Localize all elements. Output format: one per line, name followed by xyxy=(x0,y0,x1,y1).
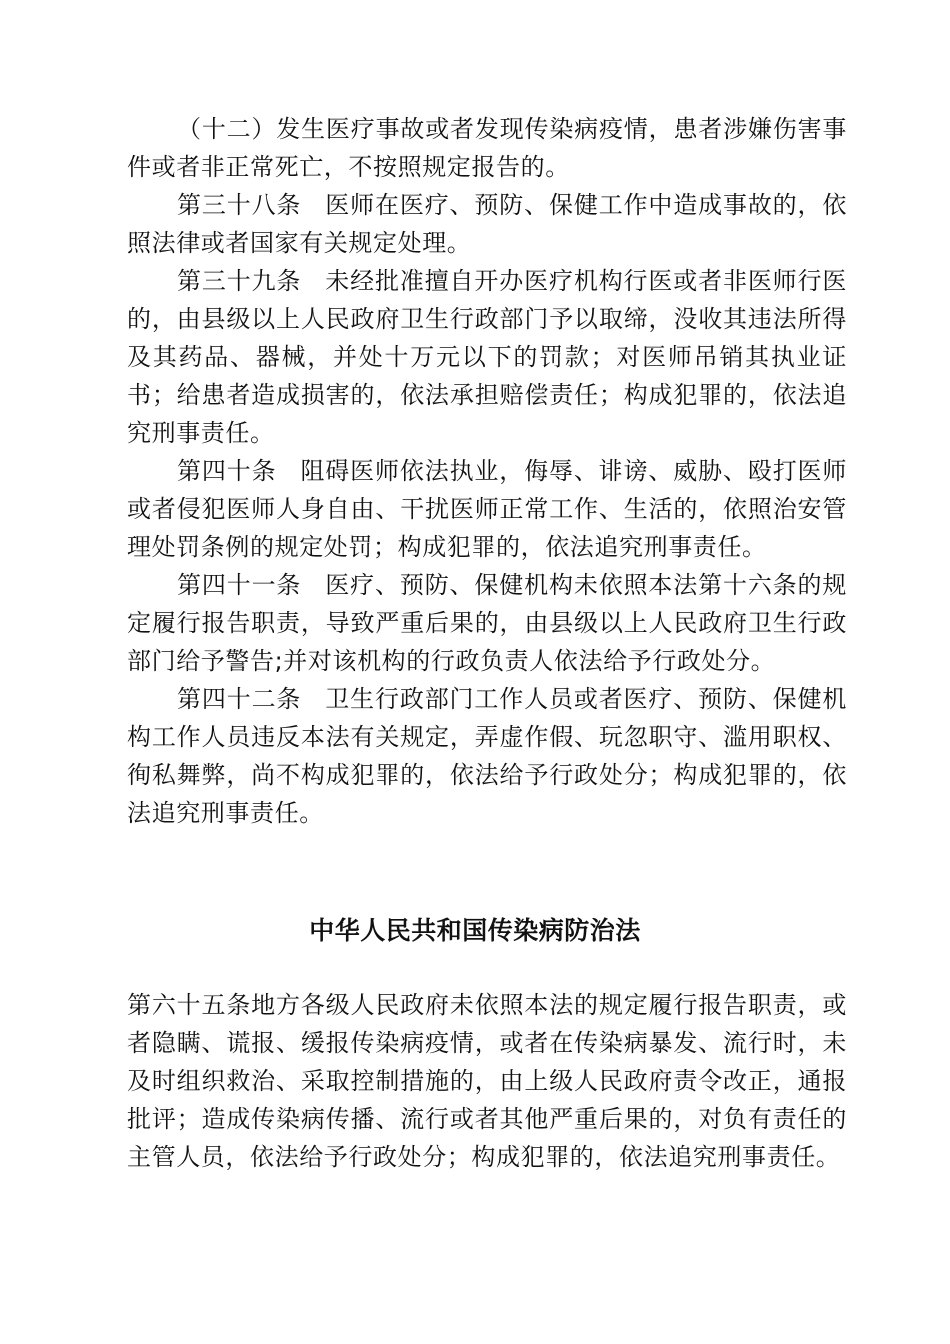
article-39-label: 第三十九条 xyxy=(177,267,302,295)
article-40-text: 阻碍医师依法执业，侮辱、诽谤、威胁、殴打医师或者侵犯医师人身自由、干扰医师正常工作、生活的，依照治安管理处罚条例的规定处罚；构成犯罪的，依法追究刑事责任。 xyxy=(127,457,848,561)
item-twelve-text: （十二）发生医疗事故或者发现传染病疫情，患者涉嫌伤害事件或者非正常死亡，不按照规定报告的。 xyxy=(127,115,847,181)
article-41-text: 医疗、预防、保健机构未依照本法第十六条的规定履行报告职责，导致严重后果的，由县级以上人民政府卫生行政部门给予警告;并对该机构的行政负责人依法给予行政处分。 xyxy=(127,571,847,675)
upper-articles xyxy=(127,110,847,832)
section-title: 中华人民共和国传染病防治法 xyxy=(309,916,641,945)
lower-article xyxy=(127,986,847,1176)
article-41-label: 第四十一条 xyxy=(177,571,302,599)
article-39-paragraph xyxy=(127,262,847,452)
article-39-text: 未经批准擅自开办医疗机构行医或者非医师行医的，由县级以上人民政府卫生行政部门予以取缔，没收其违法所得及其药品、器械，并处十万元以下的罚款；对医师吊销其执业证书；给患者造成损害的，依法承担赔偿责任；构成犯罪的，依法追究刑事责任。 xyxy=(127,267,847,447)
article-38-text: 医师在医疗、预防、保健工作中造成事故的，依照法律或者国家有关规定处理。 xyxy=(127,191,847,257)
article-41-paragraph xyxy=(127,566,847,680)
article-40-paragraph xyxy=(127,452,847,566)
article-38-paragraph xyxy=(127,186,847,262)
article-38-label: 第三十八条 xyxy=(177,191,302,219)
article-42-text: 卫生行政部门工作人员或者医疗、预防、保健机构工作人员违反本法有关规定，弄虚作假、玩忽职守、滥用职权、徇私舞弊，尚不构成犯罪的，依法给予行政处分；构成犯罪的，依法追究刑事责任。 xyxy=(127,685,847,827)
article-42-paragraph xyxy=(127,680,847,832)
article-65-paragraph: 第六十五条地方各级人民政府未依照本法的规定履行报告职责，或者隐瞒、谎报、缓报传染病疫情，或者在传染病暴发、流行时，未及时组织救治、采取控制措施的，由上级人民政府责令改正，通报批评；造成传染病传播、流行或者其他严重后果的，对负有责任的主管人员，依法给予行政处分；构成犯罪的，依法追究刑事责任。 xyxy=(127,991,847,1171)
item-twelve-paragraph xyxy=(127,110,847,186)
article-40-label: 第四十条 xyxy=(177,457,277,485)
article-42-label: 第四十二条 xyxy=(177,685,302,713)
